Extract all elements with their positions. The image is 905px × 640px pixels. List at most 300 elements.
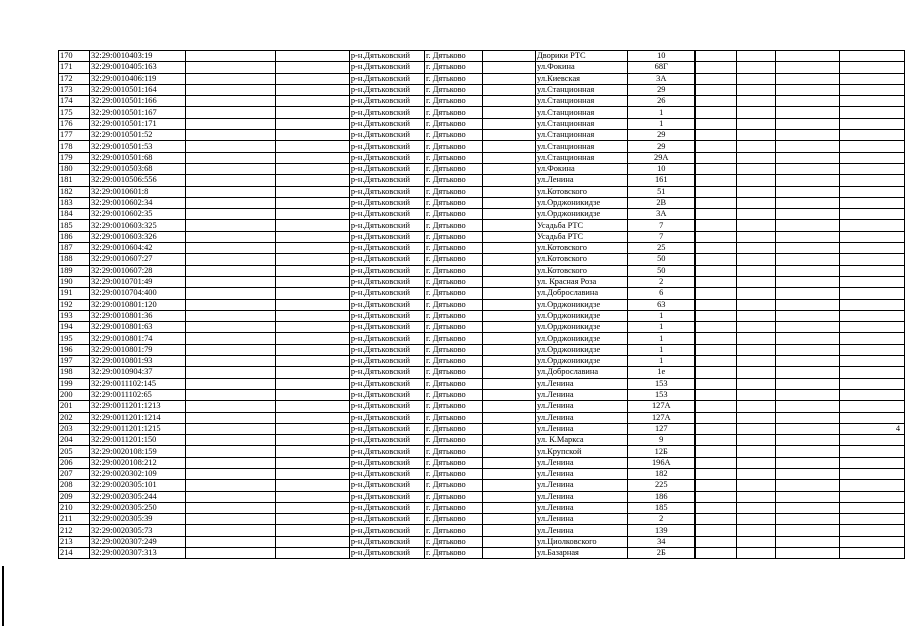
house-number-cell: 1: [628, 118, 695, 129]
row-number-cell: 202: [59, 412, 90, 423]
row-number-cell: 179: [59, 152, 90, 163]
district-cell: р-н.Дятьковский: [349, 73, 424, 84]
empty-cell: [276, 107, 350, 118]
table-row: [59, 299, 905, 310]
table-row: [59, 141, 905, 152]
empty-cell: [483, 491, 536, 502]
empty-cell: [276, 525, 350, 536]
extra-value-cell: [840, 367, 905, 378]
empty-cell: [737, 96, 776, 107]
empty-cell: [737, 107, 776, 118]
empty-cell: [483, 548, 536, 559]
table-row: [59, 514, 905, 525]
empty-cell: [483, 457, 536, 468]
city-cell: г. Дятьково: [425, 322, 483, 333]
house-number-cell: 10: [628, 163, 695, 174]
street-cell: ул.Котовского: [536, 243, 628, 254]
empty-cell: [483, 186, 536, 197]
empty-cell: [185, 333, 276, 344]
district-cell: р-н.Дятьковский: [349, 446, 424, 457]
row-number-cell: 176: [59, 118, 90, 129]
street-cell: ул.Крупской: [536, 446, 628, 457]
cadastral-number-cell: 32:29:0010801:120: [90, 299, 186, 310]
row-number-cell: 187: [59, 243, 90, 254]
street-cell: ул.Ленина: [536, 423, 628, 434]
empty-cell: [737, 457, 776, 468]
house-number-cell: 12Б: [628, 446, 695, 457]
address-register-table: [58, 50, 905, 559]
city-cell: г. Дятьково: [425, 254, 483, 265]
house-number-cell: 196А: [628, 457, 695, 468]
district-cell: р-н.Дятьковский: [349, 525, 424, 536]
street-cell: ул.Ленина: [536, 525, 628, 536]
empty-cell: [695, 175, 737, 186]
city-cell: г. Дятьково: [425, 118, 483, 129]
cadastral-number-cell: 32:29:0020307:313: [90, 548, 186, 559]
cadastral-number-cell: 32:29:0010801:79: [90, 344, 186, 355]
district-cell: р-н.Дятьковский: [349, 367, 424, 378]
street-cell: ул.Ленина: [536, 457, 628, 468]
empty-cell: [483, 446, 536, 457]
house-number-cell: 50: [628, 254, 695, 265]
cadastral-number-cell: 32:29:0020108:212: [90, 457, 186, 468]
empty-cell: [695, 73, 737, 84]
district-cell: р-н.Дятьковский: [349, 536, 424, 547]
empty-cell: [483, 344, 536, 355]
street-cell: ул.Киевская: [536, 73, 628, 84]
empty-cell: [483, 468, 536, 479]
empty-cell: [276, 502, 350, 513]
empty-cell: [737, 62, 776, 73]
city-cell: г. Дятьково: [425, 491, 483, 502]
empty-cell: [276, 367, 350, 378]
district-cell: р-н.Дятьковский: [349, 276, 424, 287]
house-number-cell: 25: [628, 243, 695, 254]
house-number-cell: 153: [628, 389, 695, 400]
empty-cell: [695, 96, 737, 107]
district-cell: р-н.Дятьковский: [349, 243, 424, 254]
table-row: [59, 107, 905, 118]
extra-value-cell: [840, 389, 905, 400]
row-number-cell: 212: [59, 525, 90, 536]
cadastral-number-cell: 32:29:0020305:244: [90, 491, 186, 502]
empty-cell: [776, 299, 840, 310]
table-row: [59, 367, 905, 378]
city-cell: г. Дятьково: [425, 412, 483, 423]
extra-value-cell: [840, 299, 905, 310]
empty-cell: [483, 220, 536, 231]
house-number-cell: 2Б: [628, 548, 695, 559]
empty-cell: [276, 118, 350, 129]
house-number-cell: 9: [628, 435, 695, 446]
empty-cell: [737, 84, 776, 95]
empty-cell: [185, 299, 276, 310]
row-number-cell: 170: [59, 51, 90, 62]
empty-cell: [737, 310, 776, 321]
empty-cell: [276, 514, 350, 525]
empty-cell: [695, 389, 737, 400]
empty-cell: [737, 401, 776, 412]
empty-cell: [185, 107, 276, 118]
empty-cell: [776, 265, 840, 276]
empty-cell: [737, 514, 776, 525]
empty-cell: [185, 378, 276, 389]
street-cell: ул.Орджоникидзе: [536, 344, 628, 355]
empty-cell: [185, 276, 276, 287]
empty-cell: [776, 288, 840, 299]
house-number-cell: 2: [628, 276, 695, 287]
empty-cell: [185, 243, 276, 254]
empty-cell: [483, 367, 536, 378]
district-cell: р-н.Дятьковский: [349, 299, 424, 310]
extra-value-cell: [840, 220, 905, 231]
table-row: [59, 322, 905, 333]
district-cell: р-н.Дятьковский: [349, 480, 424, 491]
cadastral-number-cell: 32:29:0011201:1215: [90, 423, 186, 434]
table-row: [59, 356, 905, 367]
city-cell: г. Дятьково: [425, 480, 483, 491]
cadastral-number-cell: 32:29:0010501:164: [90, 84, 186, 95]
empty-cell: [737, 163, 776, 174]
extra-value-cell: [840, 276, 905, 287]
empty-cell: [276, 435, 350, 446]
empty-cell: [776, 378, 840, 389]
empty-cell: [695, 435, 737, 446]
cadastral-number-cell: 32:29:0010501:52: [90, 130, 186, 141]
extra-value-cell: [840, 231, 905, 242]
house-number-cell: 225: [628, 480, 695, 491]
city-cell: г. Дятьково: [425, 356, 483, 367]
empty-cell: [483, 525, 536, 536]
street-cell: ул.Фокина: [536, 163, 628, 174]
empty-cell: [737, 423, 776, 434]
empty-cell: [483, 152, 536, 163]
extra-value-cell: [840, 344, 905, 355]
empty-cell: [695, 378, 737, 389]
table-row: [59, 502, 905, 513]
empty-cell: [776, 107, 840, 118]
district-cell: р-н.Дятьковский: [349, 502, 424, 513]
empty-cell: [185, 401, 276, 412]
empty-cell: [483, 51, 536, 62]
street-cell: ул.Ленина: [536, 491, 628, 502]
empty-cell: [776, 243, 840, 254]
district-cell: р-н.Дятьковский: [349, 401, 424, 412]
city-cell: г. Дятьково: [425, 73, 483, 84]
row-number-cell: 196: [59, 344, 90, 355]
empty-cell: [695, 118, 737, 129]
empty-cell: [776, 356, 840, 367]
district-cell: р-н.Дятьковский: [349, 389, 424, 400]
empty-cell: [695, 457, 737, 468]
empty-cell: [776, 220, 840, 231]
cadastral-number-cell: 32:29:0010506:556: [90, 175, 186, 186]
cadastral-number-cell: 32:29:0010607:28: [90, 265, 186, 276]
table-row: [59, 163, 905, 174]
district-cell: р-н.Дятьковский: [349, 51, 424, 62]
empty-cell: [737, 130, 776, 141]
city-cell: г. Дятьково: [425, 502, 483, 513]
empty-cell: [185, 536, 276, 547]
district-cell: р-н.Дятьковский: [349, 130, 424, 141]
cadastral-number-cell: 32:29:0020305:101: [90, 480, 186, 491]
empty-cell: [776, 118, 840, 129]
table-row: [59, 491, 905, 502]
street-cell: ул.Станционная: [536, 84, 628, 95]
empty-cell: [276, 378, 350, 389]
city-cell: г. Дятьково: [425, 299, 483, 310]
empty-cell: [737, 73, 776, 84]
empty-cell: [276, 130, 350, 141]
house-number-cell: 3А: [628, 73, 695, 84]
cadastral-number-cell: 32:29:0010406:119: [90, 73, 186, 84]
empty-cell: [695, 536, 737, 547]
house-number-cell: 29: [628, 130, 695, 141]
row-number-cell: 175: [59, 107, 90, 118]
empty-cell: [737, 243, 776, 254]
row-number-cell: 213: [59, 536, 90, 547]
empty-cell: [483, 141, 536, 152]
district-cell: р-н.Дятьковский: [349, 412, 424, 423]
district-cell: р-н.Дятьковский: [349, 118, 424, 129]
empty-cell: [776, 514, 840, 525]
empty-cell: [776, 209, 840, 220]
city-cell: г. Дятьково: [425, 276, 483, 287]
cadastral-number-cell: 32:29:0020302:109: [90, 468, 186, 479]
empty-cell: [483, 73, 536, 84]
cadastral-number-cell: 32:29:0010801:93: [90, 356, 186, 367]
empty-cell: [737, 197, 776, 208]
house-number-cell: 29: [628, 84, 695, 95]
extra-value-cell: [840, 152, 905, 163]
cadastral-number-cell: 32:29:0020305:250: [90, 502, 186, 513]
empty-cell: [483, 480, 536, 491]
cadastral-number-cell: 32:29:0010801:36: [90, 310, 186, 321]
row-number-cell: 205: [59, 446, 90, 457]
empty-cell: [483, 356, 536, 367]
empty-cell: [483, 389, 536, 400]
empty-cell: [776, 254, 840, 265]
row-number-cell: 188: [59, 254, 90, 265]
extra-value-cell: [840, 243, 905, 254]
extra-value-cell: [840, 322, 905, 333]
empty-cell: [695, 548, 737, 559]
extra-value-cell: [840, 96, 905, 107]
cadastral-number-cell: 32:29:0010503:68: [90, 163, 186, 174]
empty-cell: [776, 446, 840, 457]
empty-cell: [185, 310, 276, 321]
table-row: [59, 378, 905, 389]
empty-cell: [695, 197, 737, 208]
city-cell: г. Дятьково: [425, 389, 483, 400]
district-cell: р-н.Дятьковский: [349, 344, 424, 355]
empty-cell: [695, 446, 737, 457]
extra-value-cell: [840, 401, 905, 412]
cadastral-number-cell: 32:29:0010602:34: [90, 197, 186, 208]
empty-cell: [185, 502, 276, 513]
row-number-cell: 209: [59, 491, 90, 502]
cadastral-number-cell: 32:29:0011201:1213: [90, 401, 186, 412]
city-cell: г. Дятьково: [425, 514, 483, 525]
empty-cell: [737, 209, 776, 220]
empty-cell: [276, 480, 350, 491]
city-cell: г. Дятьково: [425, 367, 483, 378]
empty-cell: [185, 322, 276, 333]
table-row: [59, 130, 905, 141]
empty-cell: [737, 480, 776, 491]
empty-cell: [276, 468, 350, 479]
cadastral-number-cell: 32:29:0020307:249: [90, 536, 186, 547]
empty-cell: [185, 186, 276, 197]
empty-cell: [695, 288, 737, 299]
extra-value-cell: [840, 514, 905, 525]
empty-cell: [776, 468, 840, 479]
empty-cell: [776, 457, 840, 468]
city-cell: г. Дятьково: [425, 525, 483, 536]
row-number-cell: 211: [59, 514, 90, 525]
empty-cell: [483, 536, 536, 547]
extra-value-cell: [840, 525, 905, 536]
empty-cell: [695, 310, 737, 321]
row-number-cell: 189: [59, 265, 90, 276]
cadastral-number-cell: 32:29:0010501:53: [90, 141, 186, 152]
district-cell: р-н.Дятьковский: [349, 84, 424, 95]
empty-cell: [185, 254, 276, 265]
empty-cell: [185, 51, 276, 62]
row-number-cell: 192: [59, 299, 90, 310]
empty-cell: [483, 514, 536, 525]
empty-cell: [695, 525, 737, 536]
street-cell: ул.Ленина: [536, 401, 628, 412]
row-number-cell: 174: [59, 96, 90, 107]
empty-cell: [276, 152, 350, 163]
street-cell: ул.Ленина: [536, 412, 628, 423]
street-cell: ул.Базарная: [536, 548, 628, 559]
empty-cell: [737, 141, 776, 152]
empty-cell: [276, 73, 350, 84]
empty-cell: [737, 299, 776, 310]
extra-value-cell: [840, 446, 905, 457]
cadastral-number-cell: 32:29:0010603:326: [90, 231, 186, 242]
house-number-cell: 127А: [628, 401, 695, 412]
empty-cell: [776, 344, 840, 355]
extra-value-cell: [840, 118, 905, 129]
house-number-cell: 34: [628, 536, 695, 547]
district-cell: р-н.Дятьковский: [349, 491, 424, 502]
table-body: [59, 51, 905, 559]
extra-value-cell: [840, 378, 905, 389]
empty-cell: [483, 310, 536, 321]
empty-cell: [695, 333, 737, 344]
empty-cell: [737, 548, 776, 559]
empty-cell: [695, 367, 737, 378]
street-cell: ул.Котовского: [536, 186, 628, 197]
district-cell: р-н.Дятьковский: [349, 254, 424, 265]
row-number-cell: 204: [59, 435, 90, 446]
row-number-cell: 183: [59, 197, 90, 208]
empty-cell: [185, 96, 276, 107]
extra-value-cell: [840, 175, 905, 186]
empty-cell: [276, 141, 350, 152]
street-cell: ул.Орджоникидзе: [536, 310, 628, 321]
empty-cell: [483, 502, 536, 513]
city-cell: г. Дятьково: [425, 468, 483, 479]
city-cell: г. Дятьково: [425, 175, 483, 186]
empty-cell: [737, 389, 776, 400]
empty-cell: [185, 118, 276, 129]
district-cell: р-н.Дятьковский: [349, 62, 424, 73]
empty-cell: [776, 435, 840, 446]
empty-cell: [695, 299, 737, 310]
table-row: [59, 118, 905, 129]
empty-cell: [695, 209, 737, 220]
row-number-cell: 197: [59, 356, 90, 367]
empty-cell: [776, 152, 840, 163]
extra-value-cell: [840, 186, 905, 197]
row-number-cell: 199: [59, 378, 90, 389]
empty-cell: [483, 209, 536, 220]
table-row: [59, 480, 905, 491]
empty-cell: [695, 480, 737, 491]
district-cell: р-н.Дятьковский: [349, 152, 424, 163]
empty-cell: [276, 197, 350, 208]
cadastral-number-cell: 32:29:0010501:166: [90, 96, 186, 107]
row-number-cell: 201: [59, 401, 90, 412]
cadastral-number-cell: 32:29:0020305:39: [90, 514, 186, 525]
empty-cell: [776, 367, 840, 378]
district-cell: р-н.Дятьковский: [349, 265, 424, 276]
empty-cell: [276, 423, 350, 434]
empty-cell: [695, 502, 737, 513]
empty-cell: [483, 62, 536, 73]
extra-value-cell: [840, 502, 905, 513]
empty-cell: [737, 378, 776, 389]
row-number-cell: 208: [59, 480, 90, 491]
district-cell: р-н.Дятьковский: [349, 175, 424, 186]
table-row: [59, 175, 905, 186]
street-cell: ул.Станционная: [536, 152, 628, 163]
extra-value-cell: [840, 62, 905, 73]
table-row: [59, 310, 905, 321]
empty-cell: [737, 231, 776, 242]
row-number-cell: 177: [59, 130, 90, 141]
empty-cell: [276, 209, 350, 220]
street-cell: ул. Красная Роза: [536, 276, 628, 287]
cadastral-number-cell: 32:29:0010601:8: [90, 186, 186, 197]
empty-cell: [695, 276, 737, 287]
row-number-cell: 173: [59, 84, 90, 95]
row-number-cell: 200: [59, 389, 90, 400]
empty-cell: [185, 480, 276, 491]
empty-cell: [483, 163, 536, 174]
empty-cell: [776, 536, 840, 547]
extra-value-cell: [840, 480, 905, 491]
cadastral-number-cell: 32:29:0010701:49: [90, 276, 186, 287]
empty-cell: [483, 130, 536, 141]
empty-cell: [483, 412, 536, 423]
extra-value-cell: [840, 333, 905, 344]
house-number-cell: 1: [628, 107, 695, 118]
street-cell: ул.Станционная: [536, 130, 628, 141]
empty-cell: [185, 73, 276, 84]
extra-value-cell: [840, 536, 905, 547]
empty-cell: [483, 265, 536, 276]
district-cell: р-н.Дятьковский: [349, 457, 424, 468]
empty-cell: [695, 344, 737, 355]
empty-cell: [276, 356, 350, 367]
empty-cell: [737, 446, 776, 457]
house-number-cell: 63: [628, 299, 695, 310]
